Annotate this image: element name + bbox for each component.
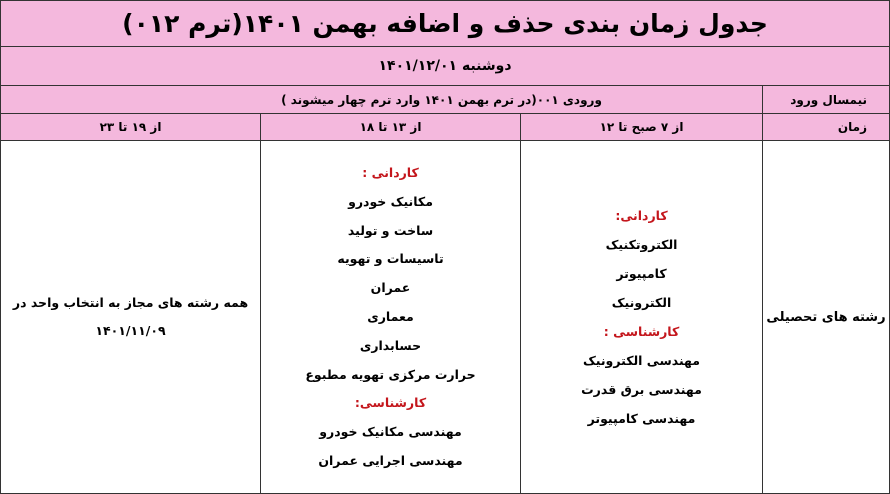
list-item: مکانیک خودرو — [348, 193, 433, 209]
kardani-header: کاردانی: — [615, 208, 668, 223]
list-item: مهندسی مکانیک خودرو — [319, 424, 462, 440]
list-item: الکتروتکنیک — [605, 237, 678, 252]
evening-note-line: همه رشته های مجاز به انتخاب واحد در — [12, 295, 249, 310]
semester-label: نیمسال ورود — [762, 86, 889, 113]
list-item: مهندسی اجرایی عمران — [318, 452, 463, 468]
list-item: مهندسی برق قدرت — [581, 382, 702, 397]
karshenasi-header: کارشناسی: — [354, 395, 427, 411]
afternoon-fields-cell — [260, 141, 520, 493]
morning-fields-list — [521, 201, 762, 433]
list-item: تاسیسات و تهویه — [337, 251, 444, 267]
list-item: معماری — [367, 308, 414, 324]
kardani-header: کاردانی : — [362, 165, 419, 180]
morning-fields-cell — [520, 141, 762, 493]
semester-value: ورودی ۰۰۱(در ترم بهمن ۱۴۰۱ وارد ترم چهار میشوند ) — [281, 92, 602, 107]
evening-note — [1, 289, 260, 345]
time-slot-evening: از ۱۹ تا ۲۳ — [99, 120, 162, 134]
list-item: مهندسی کامپیوتر — [587, 411, 696, 426]
list-item: حسابداری — [359, 337, 422, 353]
time-row — [1, 114, 889, 141]
list-item: الکترونیک — [611, 295, 672, 310]
evening-fields-cell — [1, 141, 260, 493]
list-item: عمران — [370, 280, 411, 296]
date-line: دوشنبه ۱۴۰۱/۱۲/۰۱ — [1, 47, 889, 86]
semester-row — [1, 86, 889, 114]
fields-row — [1, 141, 889, 493]
time-slot-morning: از ۷ صبح تا ۱۲ — [520, 114, 762, 140]
page-title: جدول زمان بندی حذف و اضافه بهمن ۱۴۰۱(ترم ۰۱۲) — [1, 1, 889, 47]
time-label: زمان — [762, 114, 889, 140]
fields-label: رشته های تحصیلی — [762, 141, 889, 493]
karshenasi-header: کارشناسی : — [603, 324, 680, 339]
list-item: کامپیوتر — [616, 266, 667, 281]
list-item: ساخت و تولید — [347, 222, 434, 238]
list-item: مهندسی الکترونیک — [582, 353, 701, 368]
time-slot-afternoon: از ۱۳ تا ۱۸ — [260, 114, 520, 140]
list-item: حرارت مرکزی تهویه مطبوع — [305, 366, 476, 382]
afternoon-fields-list — [261, 159, 520, 476]
evening-note-date: ۱۴۰۱/۱۱/۰۹ — [95, 323, 166, 338]
